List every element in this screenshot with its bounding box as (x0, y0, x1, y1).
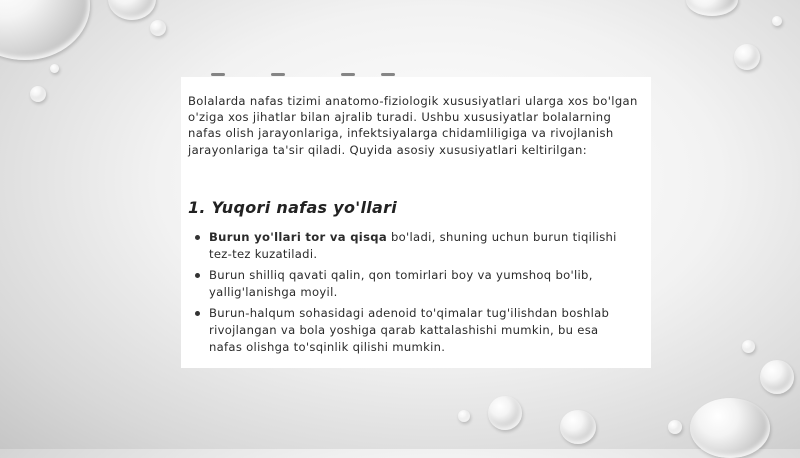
water-drop-decoration (150, 20, 166, 36)
bullet-text: Burun shilliq qavati qalin, qon tomirlari boy va yumshoq bo'lib, yallig'lanishga moyil. (209, 268, 593, 299)
bullet-icon (195, 273, 200, 278)
bullet-icon (195, 311, 200, 316)
section-heading: 1. Yuqori nafas yo'llari (188, 198, 398, 217)
water-drop-decoration (772, 16, 782, 26)
content-card (181, 77, 651, 368)
list-item (188, 267, 628, 300)
bullet-icon (195, 235, 200, 240)
bullet-list (188, 229, 628, 360)
bullet-text: Burun-halqum sohasidagi adenoid to'qimalar tug'ilishdan boshlab rivojlangan va bola yoshiga qarab kattalashishi mumkin, bu esa nafas olishga to'sqinlik qilishi mumkin. (209, 306, 610, 354)
water-drop-decoration (0, 0, 90, 60)
water-drop-decoration (458, 410, 470, 422)
water-drop-decoration (108, 0, 156, 20)
water-drop-decoration (668, 420, 682, 434)
bullet-text: bo'ladi, shuning uchun burun tiqilishi tez-tez kuzatiladi. (209, 230, 617, 261)
water-drop-decoration (686, 0, 738, 16)
water-drop-decoration (488, 396, 522, 430)
water-drop-decoration (760, 360, 794, 394)
cropped-text-remnant (201, 73, 401, 79)
list-item (188, 229, 628, 262)
bullet-bold-text: Burun yo'llari tor va qisqa (209, 230, 387, 244)
water-drop-decoration (560, 410, 596, 444)
list-item (188, 305, 628, 355)
water-drop-decoration (734, 44, 760, 70)
water-drop-decoration (50, 64, 59, 73)
water-drop-decoration (690, 398, 770, 458)
intro-paragraph: Bolalarda nafas tizimi anatomo-fiziologik xususiyatlari ularga xos bo'lgan o'ziga xos jihatlar bilan ajralib turadi. Ushbu xususiyatlar bolalarning nafas olish jarayonlariga, infektsiyalarga chidamliligiga va rivojlanish jarayonlariga ta'sir qiladi. Quyida asosiy xususiyatlari keltirilgan: (188, 94, 638, 157)
water-drop-decoration (742, 340, 755, 353)
water-drop-decoration (30, 86, 46, 102)
